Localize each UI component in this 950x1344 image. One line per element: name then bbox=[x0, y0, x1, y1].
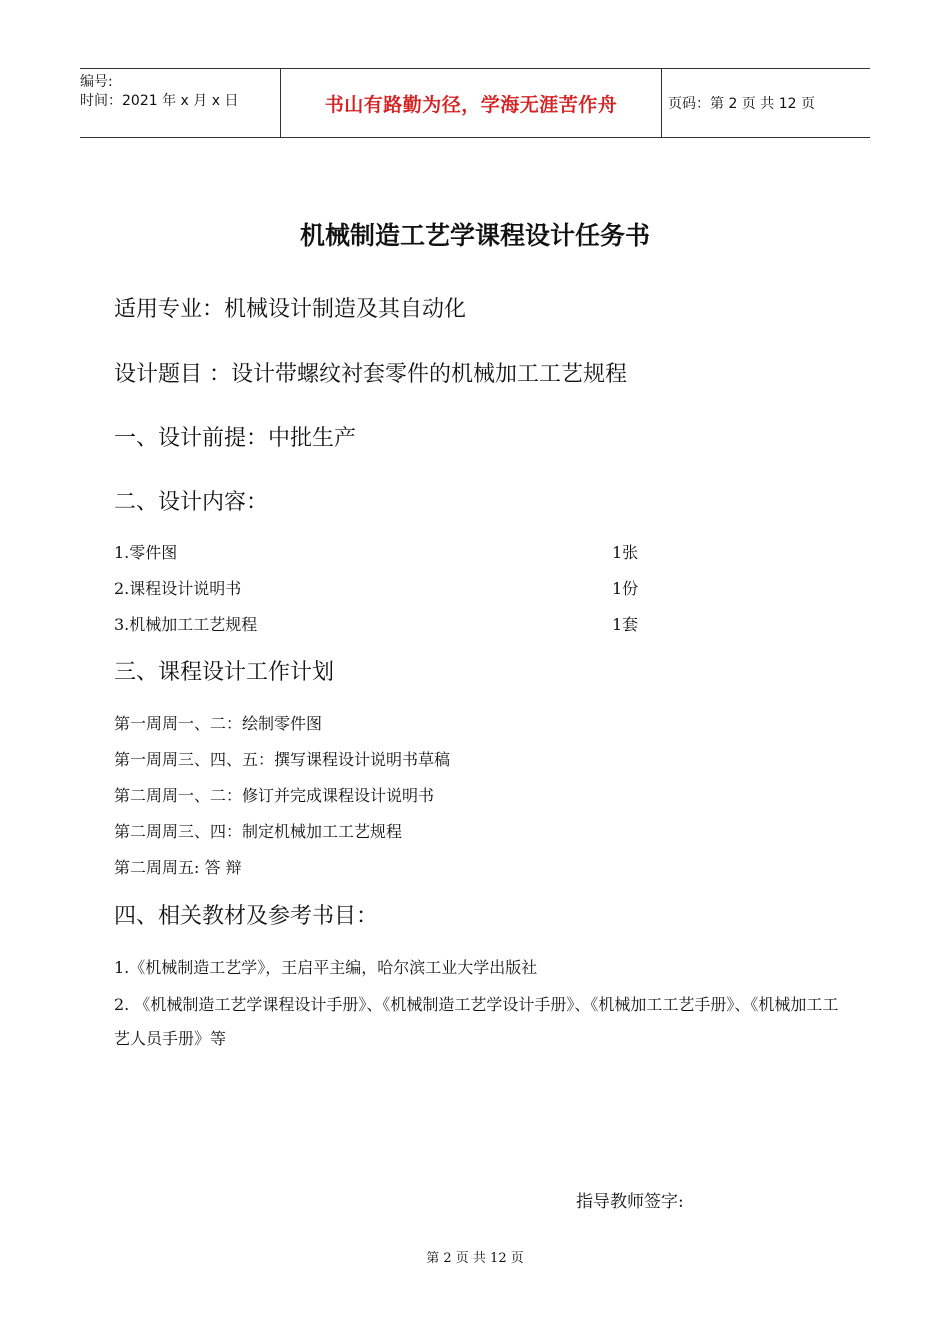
plan-item: 第二周周五: 答 辩 bbox=[114, 858, 242, 877]
section4-heading: 四、相关教材及参考书目： bbox=[114, 904, 379, 929]
plan-item: 第二周周一、二：修订并完成课程设计说明书 bbox=[114, 786, 435, 805]
time-label: 时间：2021 年 x 月 x 日 bbox=[80, 93, 239, 109]
content-item-name: 1.零件图 bbox=[114, 543, 178, 562]
number-label: 编号: bbox=[80, 74, 113, 90]
page-header bbox=[80, 68, 870, 138]
section3-heading: 三、课程设计工作计划 bbox=[114, 660, 335, 685]
major-line: 适用专业：机械设计制造及其自动化 bbox=[114, 297, 467, 322]
content-item-qty: 1张 bbox=[612, 543, 639, 562]
plan-item: 第一周周一、二：绘制零件图 bbox=[114, 714, 323, 733]
section1-premise: 一、设计前提：中批生产 bbox=[114, 426, 357, 451]
reference-item: 2. 《机械制造工艺学课程设计手册》、《机械制造工艺学设计手册》、《机械加工工艺手册》、《机械加工工艺人员手册》等 bbox=[114, 995, 839, 1048]
header-left-cell bbox=[80, 69, 280, 137]
content-item-qty: 1份 bbox=[612, 579, 639, 598]
page-footer: 第 2 页 共 12 页 bbox=[426, 1251, 524, 1266]
content-item-qty: 1套 bbox=[612, 615, 639, 634]
teacher-signature-label: 指导教师签字: bbox=[576, 1192, 684, 1212]
content-item-name: 2.课程设计说明书 bbox=[114, 579, 242, 598]
reference-item: 1.《机械制造工艺学》，王启平主编，哈尔滨工业大学出版社 bbox=[114, 958, 538, 977]
page-code: 页码：第 2 页 共 12 页 bbox=[668, 96, 815, 112]
topic-line: 设计题目 ：设计带螺纹衬套零件的机械加工工艺规程 bbox=[114, 362, 627, 387]
content-item-name: 3.机械加工工艺规程 bbox=[114, 615, 258, 634]
plan-item: 第一周周三、四、五：撰写课程设计说明书草稿 bbox=[114, 750, 451, 769]
motto: 书山有路勤为径，学海无涯苦作舟 bbox=[280, 69, 662, 137]
plan-item: 第二周周三、四：制定机械加工工艺规程 bbox=[114, 822, 403, 841]
document-title: 机械制造工艺学课程设计任务书 bbox=[299, 221, 650, 250]
section2-heading: 二、设计内容： bbox=[114, 490, 269, 515]
